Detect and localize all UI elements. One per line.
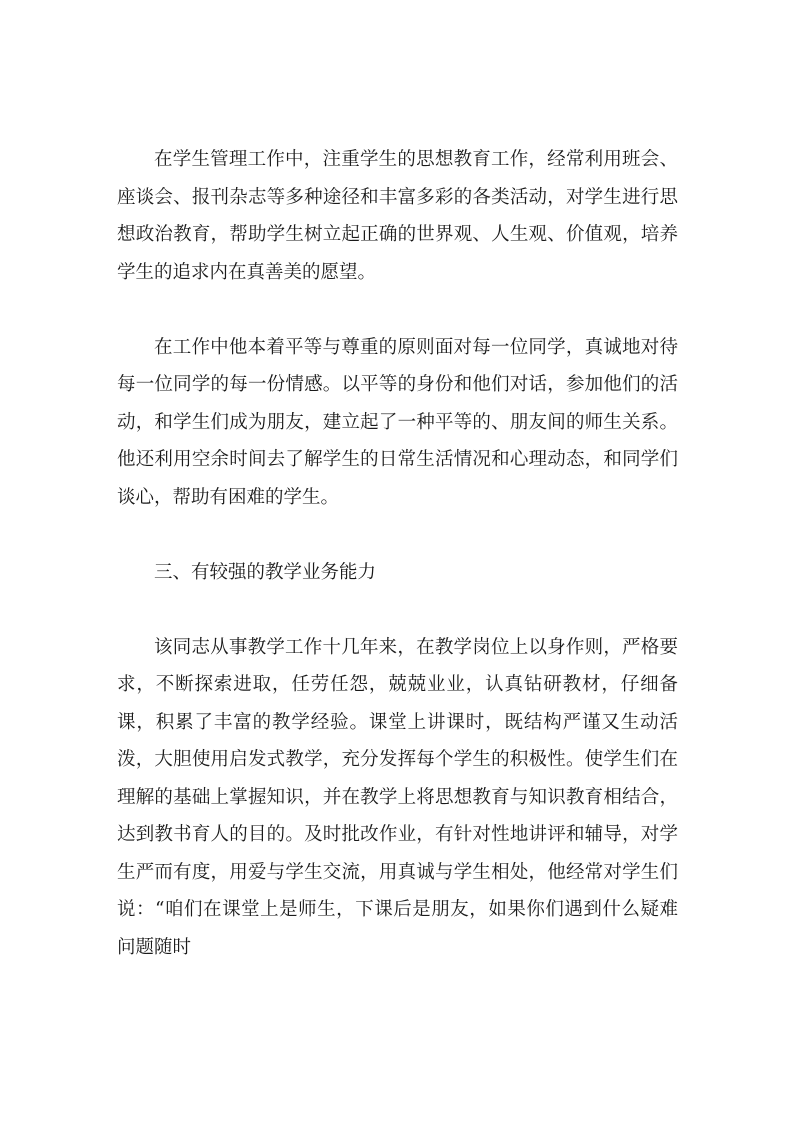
paragraph-student-management: 在学生管理工作中，注重学生的思想教育工作，经常利用班会、座谈会、报刊杂志等多种途径和丰富多彩的各类活动，对学生进行思想政治教育，帮助学生树立起正确的世界观、人生观、价值观，培养学生的追求内在真善美的愿望。 [117, 149, 678, 283]
paragraph-spacer [117, 516, 678, 554]
paragraph-equality-respect: 在工作中他本着平等与尊重的原则面对每一位同学，真诚地对待每一位同学的每一份情感。以平等的身份和他们对话，参加他们的活动，和学生们成为朋友，建立起了一种平等的、朋友间的师生关系。他还利用空余时间去了解学生的日常生活情况和心理动态，和同学们谈心，帮助有困难的学生。 [117, 336, 678, 508]
paragraph-teaching-ability: 该同志从事教学工作十几年来，在教学岗位上以身作则，严格要求，不断探索进取，任劳任怨，兢兢业业，认真钻研教材，仔细备课，积累了丰富的教学经验。课堂上讲课时，既结构严谨又生动活泼，大胆使用启发式教学，充分发挥每个学生的积极性。使学生们在理解的基础上掌握知识，并在教学上将思想教育与知识教育相结合，达到教书育人的目的。及时批改作业，有针对性地讲评和辅导，对学生严而有度，用爱与学生交流，用真诚与学生相处，他经常对学生们说：“咱们在课堂上是师生，下课后是朋友，如果你们遇到什么疑难问题随时 [117, 636, 678, 958]
paragraph-spacer [117, 591, 678, 629]
paragraph-spacer [117, 291, 678, 329]
document-body [117, 141, 678, 966]
section-heading: 三、有较强的教学业务能力 [154, 561, 377, 583]
